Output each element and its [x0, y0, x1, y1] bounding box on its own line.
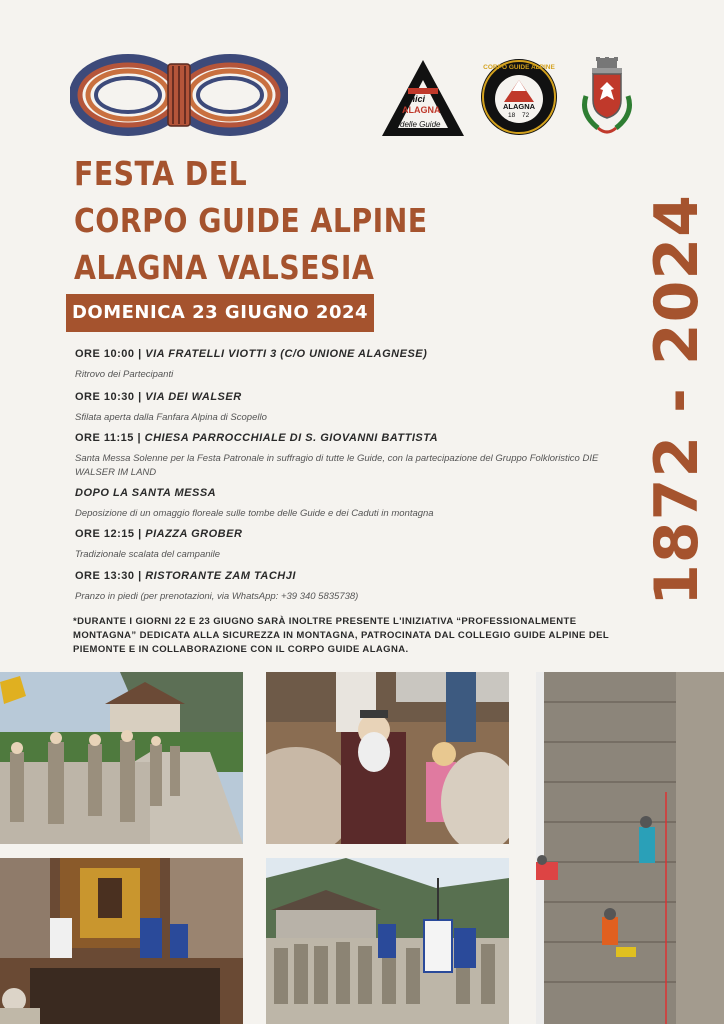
church-mass-photo	[0, 858, 243, 1024]
schedule-time: ORE 13:30	[75, 570, 135, 582]
corpo-logo-ring-text: CORPO GUIDE ALPINE	[483, 64, 555, 71]
schedule-location: VIA FRATELLI VIOTTI 3 (C/O UNIONE ALAGNESE)	[145, 348, 428, 360]
schedule-item: ORE 10:00 | VIA FRATELLI VIOTTI 3 (C/O UNIONE ALAGNESE) Ritrovo dei Partecipanti	[75, 346, 615, 389]
schedule-time: ORE 12:15	[75, 528, 135, 540]
amici-logo-line2: ALAGNA	[402, 105, 441, 115]
schedule-time: ORE 11:15	[75, 432, 134, 444]
date-banner: DOMENICA 23 GIUGNO 2024	[66, 294, 374, 332]
event-title	[74, 150, 428, 291]
schedule-location: DOPO LA SANTA MESSA	[75, 487, 217, 499]
guide-greeting-photo	[266, 672, 509, 844]
schedule-description: Ritrovo dei Partecipanti	[75, 369, 174, 380]
municipal-coat-of-arms	[576, 56, 638, 138]
initiative-note: *DURANTE I GIORNI 22 E 23 GIUGNO SARÀ INOLTRE PRESENTE L'INIZIATIVA “PROFESSIONALMENTE MONTAGNA” DEDICATA ALLA SICUREZZA IN MONTAGNA, PATROCINATA DAL COLLEGIO GUIDE ALPINE DEL PIEMONTE E IN COLLABORAZIONE CON IL CORPO GUIDE ALAGNA.	[73, 616, 609, 655]
schedule-item: ORE 13:30 | RISTORANTE ZAM TACHJI Pranzo in piedi (per prenotazioni, via WhatsApp: +39 340 5835738)	[75, 568, 615, 608]
schedule-description: Deposizione di un omaggio floreale sulle tombe delle Guide e dei Caduti in montagna	[75, 508, 434, 519]
schedule-location: RISTORANTE ZAM TACHJI	[145, 570, 296, 582]
schedule-item: ORE 11:15 | CHIESA PARROCCHIALE DI S. GIOVANNI BATTISTA Santa Messa Solenne per la Festa Patronale in suffragio di tutte le Guide, con la partecipazione del Gruppo Folkloristico DIE WALSER IM LAND	[75, 430, 615, 485]
schedule-description: Sfilata aperta dalla Fanfara Alpina di Scopello	[75, 412, 267, 423]
schedule-description: Pranzo in piedi (per prenotazioni, via WhatsApp: +39 340 5835738)	[75, 591, 359, 602]
years-text: 1872 - 2024	[642, 194, 712, 606]
amici-logo-line1: amici	[402, 94, 426, 104]
corpo-logo-year-left: 18	[508, 112, 516, 119]
rope-coil-illustration	[70, 52, 288, 138]
schedule-location: PIAZZA GROBER	[145, 528, 243, 540]
schedule-location: CHIESA PARROCCHIALE DI S. GIOVANNI BATTISTA	[144, 432, 439, 444]
schedule-description: Tradizionale scalata del campanile	[75, 549, 221, 560]
corpo-logo-year-right: 72	[522, 112, 530, 119]
banners-parade-photo	[266, 858, 509, 1024]
schedule-time: ORE 10:30	[75, 391, 135, 403]
title-line-1: FESTA DEL	[74, 154, 248, 193]
title-line-2: CORPO GUIDE ALPINE	[74, 201, 428, 240]
corpo-logo-name: ALAGNA	[502, 102, 536, 111]
schedule-time: ORE 10:00	[75, 348, 135, 360]
anniversary-years	[632, 190, 722, 610]
schedule-item	[75, 485, 615, 526]
schedule-item: ORE 12:15 | PIAZZA GROBER Tradizionale scalata del campanile	[75, 526, 615, 568]
schedule-item: ORE 10:30 | VIA DEI WALSER Sfilata aperta dalla Fanfara Alpina di Scopello	[75, 389, 615, 430]
schedule-location: VIA DEI WALSER	[145, 391, 242, 403]
title-line-3: ALAGNA VALSESIA	[74, 248, 375, 287]
schedule-description: Santa Messa Solenne per la Festa Patronale in suffragio di tutte le Guide, con la partecipazione del Gruppo Folkloristico DIE WALSER IM LAND	[75, 453, 599, 478]
schedule-list	[75, 346, 615, 608]
tower-climbing-photo	[536, 672, 724, 1024]
parade-street-photo	[0, 672, 243, 844]
amici-logo-line3: delle Guide	[400, 120, 441, 129]
corpo-guide-alpine-logo	[480, 58, 558, 136]
amici-alagna-logo	[380, 58, 466, 138]
